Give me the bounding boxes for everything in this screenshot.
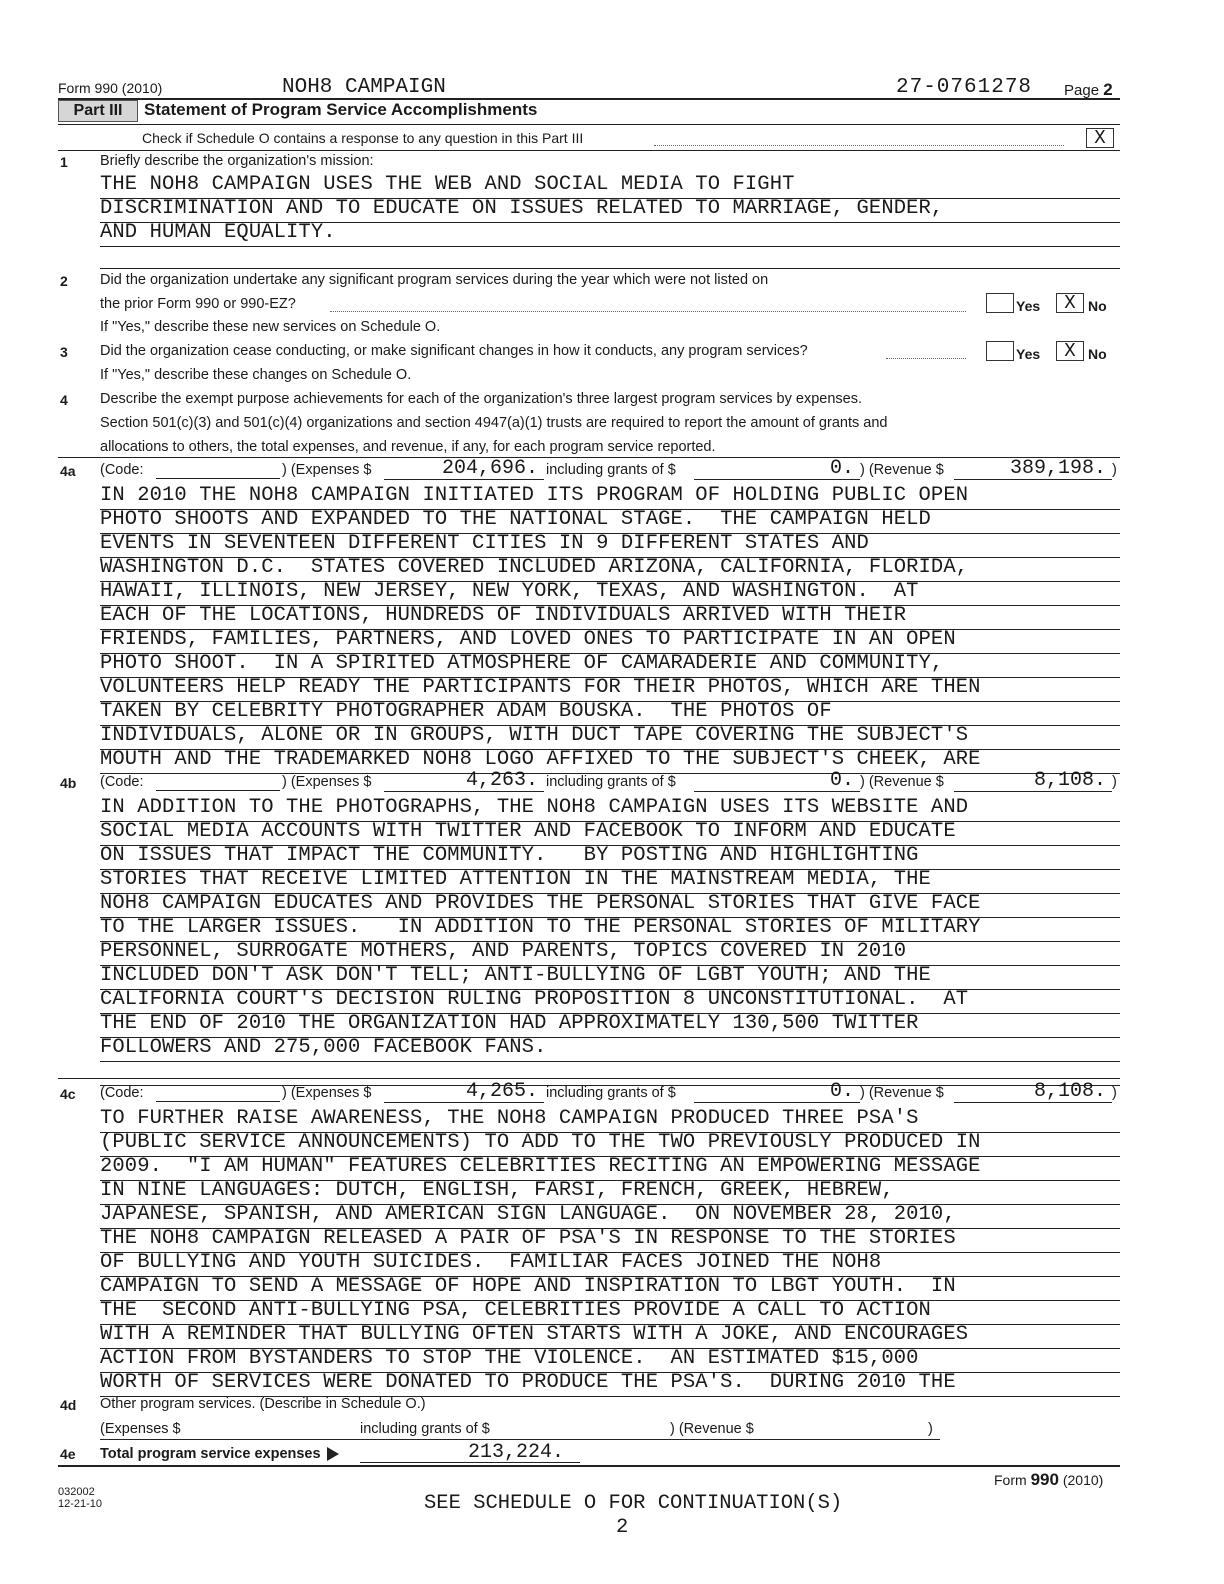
- description-line: ON ISSUES THAT IMPACT THE COMMUNITY. BY POSTING AND HIGHLIGHTING: [100, 845, 1120, 870]
- q1-number: 1: [60, 154, 68, 170]
- expenses-label: ) (Expenses $: [282, 1085, 372, 1101]
- part-label: Part III: [58, 100, 138, 122]
- expenses-value: 204,696.: [384, 458, 544, 480]
- expenses-value: 4,265.: [384, 1081, 544, 1103]
- mission-line: DISCRIMINATION AND TO EDUCATE ON ISSUES RELATED TO MARRIAGE, GENDER,: [100, 198, 1120, 223]
- description-line: (PUBLIC SERVICE ANNOUNCEMENTS) TO ADD TO THE TWO PREVIOUSLY PRODUCED IN: [100, 1132, 1120, 1157]
- footer-form-num: 990: [1030, 1470, 1059, 1489]
- q3-no-checkbox[interactable]: X: [1056, 341, 1084, 361]
- mission-line: AND HUMAN EQUALITY.: [100, 222, 1120, 247]
- description-line: WASHINGTON D.C. STATES COVERED INCLUDED ARIZONA, CALIFORNIA, FLORIDA,: [100, 557, 1120, 582]
- revenue-label: ) (Revenue $: [860, 774, 944, 790]
- code-field[interactable]: [156, 478, 280, 479]
- description-line: JAPANESE, SPANISH, AND AMERICAN SIGN LANGUAGE. ON NOVEMBER 28, 2010,: [100, 1204, 1120, 1229]
- description-line: NOH8 CAMPAIGN EDUCATES AND PROVIDES THE PERSONAL STORIES THAT GIVE FACE: [100, 893, 1120, 918]
- close-paren: ): [1112, 1085, 1117, 1101]
- q4d-text: Other program services. (Describe in Schedule O.): [100, 1396, 426, 1412]
- ein: 27-0761278: [896, 76, 1033, 99]
- expenses-label: ) (Expenses $: [282, 462, 372, 478]
- arrow-right-icon: [327, 1447, 339, 1461]
- revenue-value: 389,198.: [954, 458, 1112, 480]
- q4-number: 4: [60, 392, 68, 408]
- q4b-number: 4b: [60, 775, 77, 791]
- q4-line1: Describe the exempt purpose achievements for each of the organization's three largest program services by expenses.: [100, 391, 863, 407]
- expenses-value: 4,263.: [384, 770, 544, 792]
- total-expenses-label: Total program service expenses: [100, 1446, 321, 1462]
- description-line: CAMPAIGN TO SEND A MESSAGE OF HOPE AND INSPIRATION TO LBGT YOUTH. IN: [100, 1276, 1120, 1301]
- q4-line2: Section 501(c)(3) and 501(c)(4) organizations and section 4947(a)(1) trusts are required to report the amount of grants and: [100, 415, 888, 431]
- revenue-label: ) (Revenue $: [860, 1085, 944, 1101]
- description-line: TO FURTHER RAISE AWARENESS, THE NOH8 CAMPAIGN PRODUCED THREE PSA'S: [100, 1108, 1120, 1133]
- q3-yes-label: Yes: [1016, 346, 1041, 362]
- description-line: INCLUDED DON'T ASK DON'T TELL; ANTI-BULLYING OF LGBT YOUTH; AND THE: [100, 965, 1120, 990]
- grants-value: 0.: [694, 458, 860, 480]
- code-label: (Code:: [100, 774, 144, 790]
- q2-no-label: No: [1088, 298, 1107, 314]
- q2-yes-label: Yes: [1016, 298, 1041, 314]
- including-grants-label: including grants of $: [546, 774, 676, 790]
- page-footer-number: 2: [616, 1516, 629, 1539]
- description-line: CALIFORNIA COURT'S DECISION RULING PROPOSITION 8 UNCONSTITUTIONAL. AT: [100, 989, 1120, 1014]
- form-label: Form 990 (2010): [58, 80, 163, 96]
- description-line: SOCIAL MEDIA ACCOUNTS WITH TWITTER AND FACEBOOK TO INFORM AND EDUCATE: [100, 821, 1120, 846]
- q2-yes-checkbox[interactable]: [986, 293, 1014, 313]
- grants-value: 0.: [694, 770, 860, 792]
- q3-number: 3: [60, 344, 68, 360]
- page-label: Page: [1064, 82, 1100, 99]
- including-grants-label: including grants of $: [546, 462, 676, 478]
- q4d-number: 4d: [60, 1397, 77, 1413]
- description-line: ACTION FROM BYSTANDERS TO STOP THE VIOLENCE. AN ESTIMATED $15,000: [100, 1348, 1120, 1373]
- form-code: [58, 1486, 102, 1510]
- description-line: THE SECOND ANTI-BULLYING PSA, CELEBRITIES PROVIDE A CALL TO ACTION: [100, 1300, 1120, 1325]
- leader-dots: [654, 145, 1064, 146]
- total-expenses-label-group: [100, 1446, 339, 1462]
- q2-line2: the prior Form 990 or 990-EZ?: [100, 296, 296, 312]
- page-number: 2: [1103, 80, 1113, 99]
- description-line: IN NINE LANGUAGES: DUTCH, ENGLISH, FARSI, FRENCH, GREEK, HEBREW,: [100, 1180, 1120, 1205]
- q4e-number: 4e: [60, 1446, 76, 1462]
- q4d-rule: [100, 1439, 940, 1440]
- q2-line3: If "Yes," describe these new services on Schedule O.: [100, 319, 441, 335]
- expenses-label: ) (Expenses $: [282, 774, 372, 790]
- continuation-note: SEE SCHEDULE O FOR CONTINUATION(S): [424, 1492, 843, 1515]
- form-code-1: 032002: [58, 1486, 95, 1498]
- leader-dots: [886, 358, 966, 359]
- description-line: HAWAII, ILLINOIS, NEW JERSEY, NEW YORK, TEXAS, AND WASHINGTON. AT: [100, 581, 1120, 606]
- page-label-group: [1064, 80, 1113, 100]
- revenue-value: 8,108.: [954, 1081, 1112, 1103]
- revenue-value: 8,108.: [954, 770, 1112, 792]
- revenue-label: ) (Revenue $: [860, 462, 944, 478]
- bottom-rule: [58, 1465, 1120, 1467]
- code-field[interactable]: [156, 790, 280, 791]
- description-line: EACH OF THE LOCATIONS, HUNDREDS OF INDIVIDUALS ARRIVED WITH THEIR: [100, 605, 1120, 630]
- description-line: IN ADDITION TO THE PHOTOGRAPHS, THE NOH8 CAMPAIGN USES ITS WEBSITE AND: [100, 797, 1120, 822]
- description-line: TAKEN BY CELEBRITY PHOTOGRAPHER ADAM BOUSKA. THE PHOTOS OF: [100, 701, 1120, 726]
- close-paren: ): [1112, 774, 1117, 790]
- q3-yes-checkbox[interactable]: [986, 341, 1014, 361]
- grants-value: 0.: [694, 1081, 860, 1103]
- q2-line1: Did the organization undertake any significant program services during the year which were not listed on: [100, 272, 769, 288]
- schedule-o-checkbox[interactable]: X: [1086, 128, 1114, 148]
- code-label: (Code:: [100, 1085, 144, 1101]
- q4-line3: allocations to others, the total expenses, and revenue, if any, for each program service reported.: [100, 439, 716, 455]
- description-line: INDIVIDUALS, ALONE OR IN GROUPS, WITH DUCT TAPE COVERING THE SUBJECT'S: [100, 725, 1120, 750]
- q2-no-checkbox[interactable]: X: [1056, 293, 1084, 313]
- description-line: PHOTO SHOOTS AND EXPANDED TO THE NATIONAL STAGE. THE CAMPAIGN HELD: [100, 509, 1120, 534]
- org-name: NOH8 CAMPAIGN: [282, 76, 446, 99]
- including-grants-label: including grants of $: [546, 1085, 676, 1101]
- q4d-expenses-label: (Expenses $: [100, 1421, 181, 1437]
- code-label: (Code:: [100, 462, 144, 478]
- part-rule: [58, 124, 1120, 125]
- leader-dots: [330, 311, 966, 312]
- q4d-revenue-label: ) (Revenue $: [670, 1421, 754, 1437]
- code-field[interactable]: [156, 1101, 280, 1102]
- description-line: EVENTS IN SEVENTEEN DIFFERENT CITIES IN 9 DIFFERENT STATES AND: [100, 533, 1120, 558]
- description-line: THE END OF 2010 THE ORGANIZATION HAD APPROXIMATELY 130,500 TWITTER: [100, 1013, 1120, 1038]
- q4c-number: 4c: [60, 1086, 76, 1102]
- footer-form-label: [994, 1470, 1103, 1490]
- q2-number: 2: [60, 273, 68, 289]
- description-line: FRIENDS, FAMILIES, PARTNERS, AND LOVED ONES TO PARTICIPATE IN AN OPEN: [100, 629, 1120, 654]
- description-line: WITH A REMINDER THAT BULLYING OFTEN STARTS WITH A JOKE, AND ENCOURAGES: [100, 1324, 1120, 1349]
- description-line: VOLUNTEERS HELP READY THE PARTICIPANTS FOR THEIR PHOTOS, WHICH ARE THEN: [100, 677, 1120, 702]
- description-line: THE NOH8 CAMPAIGN RELEASED A PAIR OF PSA'S IN RESPONSE TO THE STORIES: [100, 1228, 1120, 1253]
- q3-no-label: No: [1088, 346, 1107, 362]
- close-paren: ): [1112, 462, 1117, 478]
- description-line: IN 2010 THE NOH8 CAMPAIGN INITIATED ITS PROGRAM OF HOLDING PUBLIC OPEN: [100, 485, 1120, 510]
- q3-line1: Did the organization cease conducting, or make significant changes in how it conducts, any program services?: [100, 343, 808, 359]
- q4d-close-paren: ): [928, 1421, 933, 1437]
- description-line: PERSONNEL, SURROGATE MOTHERS, AND PARENTS, TOPICS COVERED IN 2010: [100, 941, 1120, 966]
- total-value-rule: [360, 1462, 580, 1463]
- description-line: 2009. "I AM HUMAN" FEATURES CELEBRITIES RECITING AN EMPOWERING MESSAGE: [100, 1156, 1120, 1181]
- q4d-including-label: including grants of $: [360, 1421, 490, 1437]
- description-line: WORTH OF SERVICES WERE DONATED TO PRODUCE THE PSA'S. DURING 2010 THE: [100, 1372, 1120, 1397]
- part-title: Statement of Program Service Accomplishments: [144, 100, 538, 119]
- description-line: TO THE LARGER ISSUES. IN ADDITION TO THE PERSONAL STORIES OF MILITARY: [100, 917, 1120, 942]
- schedule-o-check-text: Check if Schedule O contains a response to any question in this Part III: [142, 130, 584, 146]
- section-rule: [58, 1078, 1120, 1079]
- form-code-2: 12-21-10: [58, 1498, 103, 1510]
- mission-blank-line: [100, 268, 1120, 269]
- description-line: PHOTO SHOOT. IN A SPIRITED ATMOSPHERE OF CAMARADERIE AND COMMUNITY,: [100, 653, 1120, 678]
- q1-text: Briefly describe the organization's mission:: [100, 153, 374, 169]
- description-line: STORIES THAT RECEIVE LIMITED ATTENTION IN THE MAINSTREAM MEDIA, THE: [100, 869, 1120, 894]
- total-expenses-value: 213,224.: [468, 1441, 565, 1464]
- q3-line2: If "Yes," describe these changes on Schedule O.: [100, 367, 412, 383]
- description-line: MOUTH AND THE TRADEMARKED NOH8 LOGO AFFIXED TO THE SUBJECT'S CHEEK, ARE: [100, 749, 1120, 774]
- check-rule: [58, 150, 1120, 151]
- q4a-number: 4a: [60, 463, 76, 479]
- mission-line: THE NOH8 CAMPAIGN USES THE WEB AND SOCIAL MEDIA TO FIGHT: [100, 174, 1120, 199]
- description-line: OF BULLYING AND YOUTH SUICIDES. FAMILIAR FACES JOINED THE NOH8: [100, 1252, 1120, 1277]
- footer-form-year: (2010): [1062, 1472, 1104, 1488]
- footer-form-prefix: Form: [994, 1472, 1027, 1488]
- description-line: FOLLOWERS AND 275,000 FACEBOOK FANS.: [100, 1037, 1120, 1062]
